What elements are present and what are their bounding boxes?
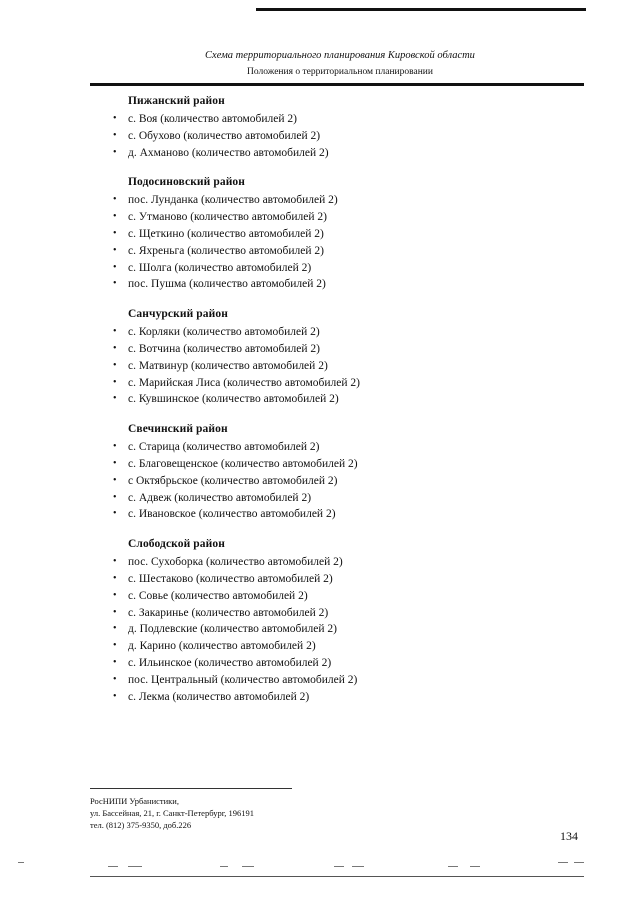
bullet-icon: • (113, 441, 117, 453)
list-item (113, 128, 528, 145)
bullet-icon: • (113, 508, 117, 520)
bullet-icon: • (113, 227, 117, 239)
bullet-icon: • (113, 146, 117, 158)
footer-org: РосНИПИ Урбанистики, (90, 796, 179, 806)
bullet-icon: • (113, 211, 117, 223)
footer-phone: тел. (812) 375-9350, доб.226 (90, 820, 192, 830)
list-item (113, 689, 528, 706)
bullet-icon: • (113, 589, 117, 601)
list-item (113, 571, 528, 588)
bullet-icon: • (113, 572, 117, 584)
list-item (113, 605, 528, 622)
bullet-icon: • (113, 261, 117, 273)
list-item (113, 456, 528, 473)
list-item (113, 506, 528, 523)
scan-mark (558, 862, 568, 863)
list-item (113, 473, 528, 490)
list-item-text: пос. Центральный (количество автомобилей 2) (128, 673, 358, 686)
district-heading: Свечинский район (128, 423, 228, 436)
bullet-icon: • (113, 326, 117, 338)
list-item (113, 554, 528, 571)
district-heading: Подосиновский район (128, 176, 246, 189)
list-item-text: с. Шестаково (количество автомобилей 2) (128, 572, 333, 585)
bullet-icon: • (113, 129, 117, 141)
district-heading: Пижанский район (128, 95, 225, 107)
list-item-text: с. Марийская Лиса (количество автомобилей 2) (128, 376, 360, 389)
scan-mark (448, 866, 458, 867)
list-item (113, 192, 528, 209)
scan-mark (574, 862, 584, 863)
list-item-text: с. Матвинур (количество автомобилей 2) (128, 359, 328, 372)
list-item-text: с Октябрьское (количество автомобилей 2) (128, 474, 338, 487)
scan-mark (352, 866, 364, 867)
list-item (113, 260, 528, 277)
bullet-icon: • (113, 393, 117, 405)
list-item-text: с. Совье (количество автомобилей 2) (128, 589, 308, 602)
list-item-text: д. Ахманово (количество автомобилей 2) (128, 146, 329, 159)
list-item-text: с. Шолга (количество автомобилей 2) (128, 261, 312, 274)
list-item-text: д. Подлевские (количество автомобилей 2) (128, 623, 337, 636)
list-item (113, 391, 528, 408)
scan-mark (242, 866, 254, 867)
page-number: 134 (560, 829, 578, 843)
list-item (113, 243, 528, 260)
bullet-icon: • (113, 623, 117, 635)
scan-mark (18, 862, 24, 863)
header-title: Схема территориального планирования Кировской области (205, 50, 475, 61)
list-item (113, 439, 528, 456)
list-item-text: пос. Сухоборка (количество автомобилей 2) (128, 556, 343, 569)
list-item-text: с. Вотчина (количество автомобилей 2) (128, 342, 320, 355)
district-section (113, 307, 528, 408)
bullet-icon: • (113, 606, 117, 618)
list-item (113, 672, 528, 689)
district-section (113, 422, 528, 523)
list-item-text: с. Благовещенское (количество автомобилей 2) (128, 457, 358, 470)
list-item (113, 375, 528, 392)
district-section (113, 537, 528, 705)
list-item (113, 324, 528, 341)
top-border-rule (256, 8, 586, 11)
bullet-icon: • (113, 640, 117, 652)
bullet-icon: • (113, 457, 117, 469)
list-item-text: с. Яхреньга (количество автомобилей 2) (128, 244, 324, 257)
list-item (113, 358, 528, 375)
bullet-icon: • (113, 690, 117, 702)
list-item-text: с. Ивановское (количество автомобилей 2) (128, 508, 336, 521)
list-item-text: с. Корляки (количество автомобилей 2) (128, 326, 320, 339)
district-heading: Слободской район (128, 538, 225, 551)
list-item (113, 226, 528, 243)
list-item (113, 145, 528, 162)
list-item-text: с. Адвеж (количество автомобилей 2) (128, 491, 312, 504)
bullet-icon: • (113, 491, 117, 503)
scan-mark (334, 866, 344, 867)
list-item-text: д. Карино (количество автомобилей 2) (128, 640, 316, 653)
scan-mark (470, 866, 480, 867)
bullet-icon: • (113, 278, 117, 290)
bullet-icon: • (113, 556, 117, 568)
bullet-icon: • (113, 376, 117, 388)
list-item-text: с. Лекма (количество автомобилей 2) (128, 690, 310, 703)
list-item-text: с. Щеткино (количество автомобилей 2) (128, 227, 324, 240)
list-item-text: пос. Пушма (количество автомобилей 2) (128, 278, 326, 291)
list-item (113, 638, 528, 655)
bullet-icon: • (113, 244, 117, 256)
list-item (113, 655, 528, 672)
district-list (113, 94, 528, 719)
list-item (113, 621, 528, 638)
bottom-rule (90, 876, 584, 877)
scan-mark (220, 866, 228, 867)
list-item (113, 588, 528, 605)
list-item-text: пос. Лунданка (количество автомобилей 2) (128, 194, 338, 207)
bullet-icon: • (113, 342, 117, 354)
district-section (113, 175, 528, 293)
scan-mark (128, 866, 142, 867)
list-item (113, 111, 528, 128)
bullet-icon: • (113, 673, 117, 685)
bullet-icon: • (113, 359, 117, 371)
footer-address: ул. Бассейная, 21, г. Санкт-Петербург, 196191 (90, 808, 254, 818)
header-rule (90, 83, 584, 86)
list-item-text: с. Утманово (количество автомобилей 2) (128, 211, 327, 224)
list-item (113, 276, 528, 293)
bullet-icon: • (113, 656, 117, 668)
bullet-icon: • (113, 113, 117, 124)
bullet-icon: • (113, 194, 117, 206)
list-item-text: с. Ильинское (количество автомобилей 2) (128, 656, 332, 669)
district-section (113, 94, 528, 161)
scan-mark (108, 866, 118, 867)
list-item-text: с. Старица (количество автомобилей 2) (128, 441, 320, 454)
list-item-text: с. Обухово (количество автомобилей 2) (128, 129, 321, 142)
footer-rule (90, 788, 292, 789)
bullet-icon: • (113, 474, 117, 486)
header-subtitle: Положения о территориальном планировании (247, 67, 433, 77)
list-item (113, 209, 528, 226)
district-heading: Санчурский район (128, 308, 228, 321)
list-item-text: с. Кувшинское (количество автомобилей 2) (128, 393, 339, 406)
list-item-text: с. Закаринье (количество автомобилей 2) (128, 606, 329, 619)
list-item (113, 490, 528, 507)
list-item-text: с. Воя (количество автомобилей 2) (128, 113, 297, 125)
list-item (113, 341, 528, 358)
